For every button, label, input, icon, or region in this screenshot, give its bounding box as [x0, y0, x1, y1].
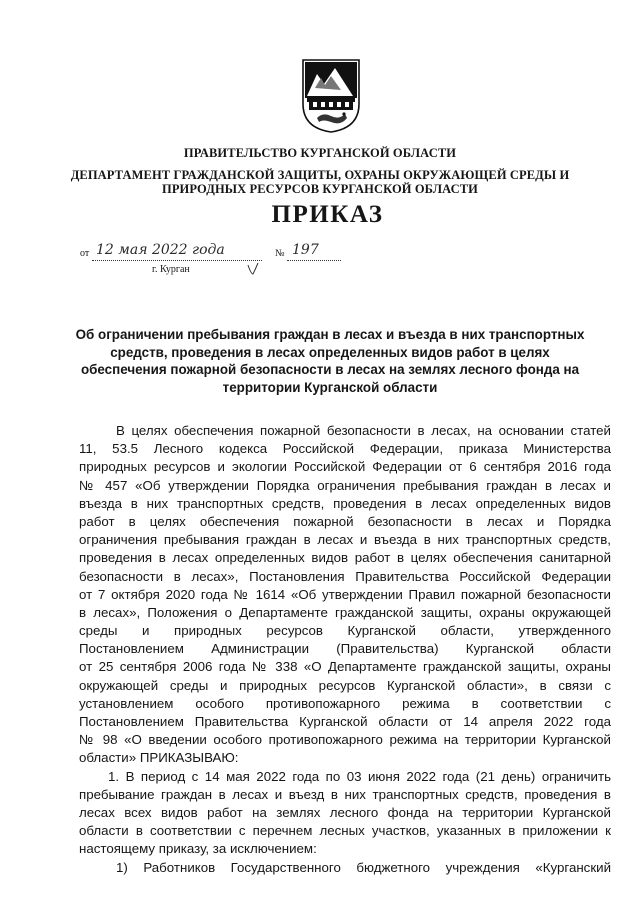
- body-line: в лесах», Положения о Департаменте гражданской защиты, охраны окружающей: [79, 604, 611, 620]
- body-line: работ в целях обеспечения пожарной безопасности в лесах и Порядка: [79, 513, 611, 529]
- order-body-text: [79, 422, 611, 877]
- body-line: № 98 «О введении особого противопожарного режима на территории Курганской: [79, 732, 611, 748]
- body-line: пребывание граждан в лесах и въезд в них транспортных средств, проведения в: [79, 786, 611, 802]
- body-line: области» ПРИКАЗЫВАЮ:: [79, 750, 239, 766]
- order-number-handwritten: 197: [292, 242, 319, 258]
- issue-city: г. Курган: [152, 264, 190, 275]
- body-line: В целях обеспечения пожарной безопасности в лесах, на основании статей: [116, 423, 611, 438]
- subject-line: обеспечения пожарной безопасности в лесах на землях лесного фонда на: [80, 362, 580, 377]
- body-line: 1) Работников Государственного бюджетного учреждения «Курганский: [116, 859, 611, 875]
- order-subject: [70, 326, 590, 396]
- body-line: ограничения пребывания граждан в лесах и въезда в них транспортных средств,: [79, 532, 611, 548]
- body-line: Постановлением Администрации (Правительства) Курганской области: [79, 641, 611, 657]
- body-line: от 25 сентября 2006 года № 338 «О Департаменте гражданской защиты, охраны: [79, 659, 611, 675]
- department-name-line-1: ДЕПАРТАМЕНТ ГРАЖДАНСКОЙ ЗАЩИТЫ, ОХРАНЫ ОКРУЖАЮЩЕЙ СРЕДЫ И: [70, 168, 570, 182]
- body-line: 1. В период с 14 мая 2022 года по 03 июня 2022 года (21 день) ограничить: [108, 768, 611, 784]
- body-line: окружающей среды и природных ресурсов Курганской области», в связи с: [79, 677, 611, 693]
- body-line: Постановлением Правительства Курганской области от 14 апреля 2022 года: [79, 714, 611, 729]
- body-line: от 7 октября 2020 года № 1614 «Об утверждении Правил пожарной безопасности: [79, 586, 611, 602]
- subject-line: средств, проведения в лесах определенных видов работ в целях: [110, 344, 550, 360]
- body-line: безопасности в лесах», Постановления Правительства Российской Федерации: [79, 568, 611, 584]
- body-line: въезда в них транспортных средств, проведения в лесах определенных видов: [79, 495, 611, 511]
- body-line: № 457 «Об утверждении Порядка ограничения пребывания граждан в лесах и: [79, 477, 611, 493]
- handwritten-checkmark-icon: [246, 262, 260, 276]
- number-prefix: №: [275, 248, 285, 259]
- coat-of-arms-emblem: [301, 58, 361, 134]
- body-line: 11, 53.5 Лесного кодекса Российской Федерации, приказа Министерства: [79, 441, 611, 457]
- body-line: установлением особого противопожарного режима в соответствии с: [79, 695, 611, 711]
- order-date-handwritten: 12 мая 2022 года: [96, 242, 225, 258]
- department-name-line-2: ПРИРОДНЫХ РЕСУРСОВ КУРГАНСКОЙ ОБЛАСТИ: [162, 182, 478, 196]
- body-line: среды и природных ресурсов Курганской области, утвержденного: [79, 623, 611, 639]
- body-line: области в соответствии с перечнем лесных участков, указанных в приложении к: [79, 823, 611, 839]
- body-line: лесах всех видов работ на землях лесного фонда на территории Курганской: [79, 804, 611, 820]
- subject-line: Об ограничении пребывания граждан в лесах и въезда в них транспортных: [75, 327, 585, 342]
- government-name: ПРАВИТЕЛЬСТВО КУРГАНСКОЙ ОБЛАСТИ: [183, 146, 457, 160]
- body-line: настоящему приказу, за исключением:: [79, 841, 317, 857]
- document-type-title: ПРИКАЗ: [271, 201, 384, 228]
- body-line: природных ресурсов и экологии Российской Федерации от 6 сентября 2016 года: [79, 459, 611, 475]
- date-prefix: от: [80, 248, 90, 259]
- number-underline: [287, 260, 341, 261]
- date-underline: [92, 260, 262, 261]
- subject-line: территории Курганской области: [222, 379, 438, 395]
- body-line: проведения в лесах определенных видов работ в целях обеспечения санитарной: [79, 550, 611, 566]
